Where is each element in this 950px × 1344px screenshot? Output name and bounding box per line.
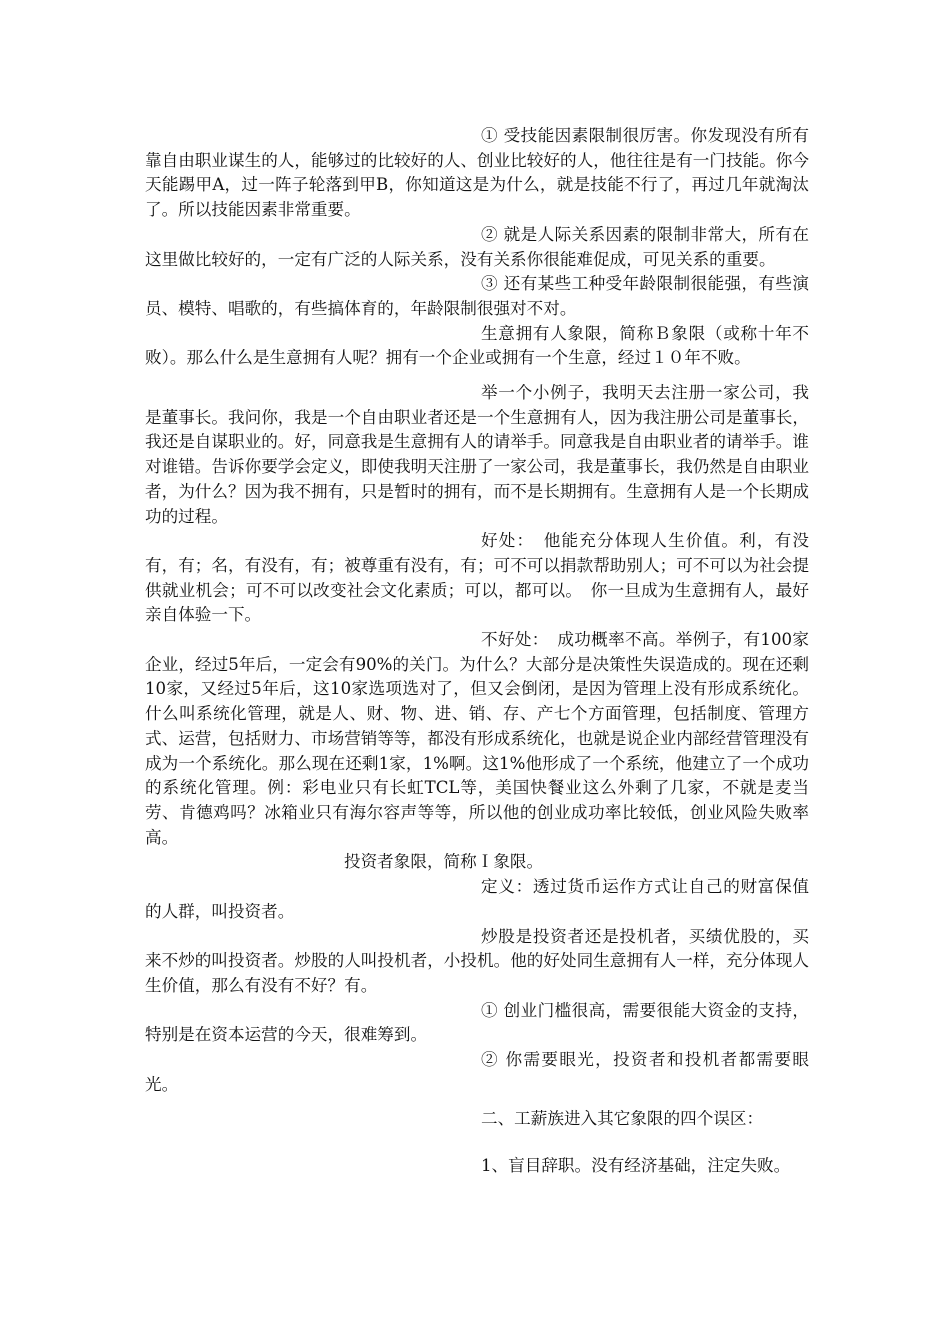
paragraph-relationship-limit: ② 就是人际关系因素的限制非常大，所有在这里做比较好的，一定有广泛的人际关系，没有关系你很能难促成，可见关系的重要。	[145, 224, 809, 269]
paragraph-stock-trading: 炒股是投资者还是投机者，买绩优股的，买来不炒的叫投资者。炒股的人叫投机者，小投机。他的好处同生意拥有人一样，充分体现人生价值，那么有没有不好？有。	[145, 926, 809, 995]
list-item-blind-resignation: 1、盲目辞职。没有经济基础，注定失败。	[481, 1156, 791, 1176]
paragraph-example: 举一个小例子，我明天去注册一家公司，我是董事长。我问你，我是一个自由职业者还是一个生意拥有人，因为我注册公司是董事长，我还是自谋职业的。好，同意我是生意拥有人的请举手。同意我是自由职业者的请举手。谁对谁错。告诉你要学会定义，即使我明天注册了一家公司，我是董事长，我仍然是自由职业者，为什么？因为我不拥有，只是暂时的拥有，而不是长期拥有。生意拥有人是一个长期成功的过程。	[145, 383, 809, 526]
paragraph-advantages: 好处： 他能充分体现人生价值。利，有没有，有；名，有没有，有；被尊重有没有，有；可不可以捐款帮助别人；可不可以为社会提供就业机会；可不可以改变社会文化素质；可以，都可以。 你一旦成为生意拥有人，最好亲自体验一下。	[145, 531, 809, 625]
paragraph-business-owner-quadrant: 生意拥有人象限，简称Ｂ象限（或称十年不败）。那么什么是生意拥有人呢？拥有一个企业或拥有一个生意，经过１０年不败。	[145, 323, 809, 368]
paragraph-vision: ② 你需要眼光，投资者和投机者都需要眼光。	[145, 1050, 809, 1094]
document-page	[145, 124, 809, 1179]
paragraph-age-limit: ③ 还有某些工种受年龄限制很能强，有些演员、模特、唱歌的，有些搞体育的，年龄限制很强对不对。	[145, 274, 809, 318]
paragraph-investor-quadrant: 投资者象限，简称Ｉ象限。	[344, 852, 544, 872]
paragraph-capital-threshold: ① 创业门槛很高，需要很能大资金的支持，特别是在资本运营的今天，很难筹到。	[145, 1000, 809, 1045]
paragraph-skill-limit: ① 受技能因素限制很厉害。你发现没有所有靠自由职业谋生的人，能够过的比较好的人、创业比较好的人，他往往是有一门技能。你今天能踢甲A，过一阵子轮落到甲B，你知道这是为什么，就是技能不行了，再过几年就淘汰了。所以技能因素非常重要。	[145, 126, 809, 220]
paragraph-investor-definition: 定义：透过货币运作方式让自己的财富保值的人群，叫投资者。	[145, 877, 809, 921]
paragraph-disadvantages: 不好处： 成功概率不高。举例子，有100家企业，经过5年后，一定会有90%的关门。为什么？大部分是决策性失误造成的。现在还剩10家，又经过5年后，这10家选项选对了，但又会倒闭，是因为管理上没有形成系统化。什么叫系统化管理，就是人、财、物、进、销、存、产七个方面管理，包括制度、管理方式、运营，包括财力、市场营销等等，都没有形成系统化，也就是说企业内部经营管理没有成为一个系统化。那么现在还剩1家，1%啊。这1%他形成了一个系统，他建立了一个成功的系统化管理。例：彩电业只有长虹TCL等，美国快餐业这么外剩了几家，不就是麦当劳、肯德鸡吗？冰箱业只有海尔容声等等，所以他的创业成功率比较低，创业风险失败率高。	[145, 630, 809, 847]
section-heading-misconceptions: 二、工薪族进入其它象限的四个误区：	[481, 1109, 764, 1129]
